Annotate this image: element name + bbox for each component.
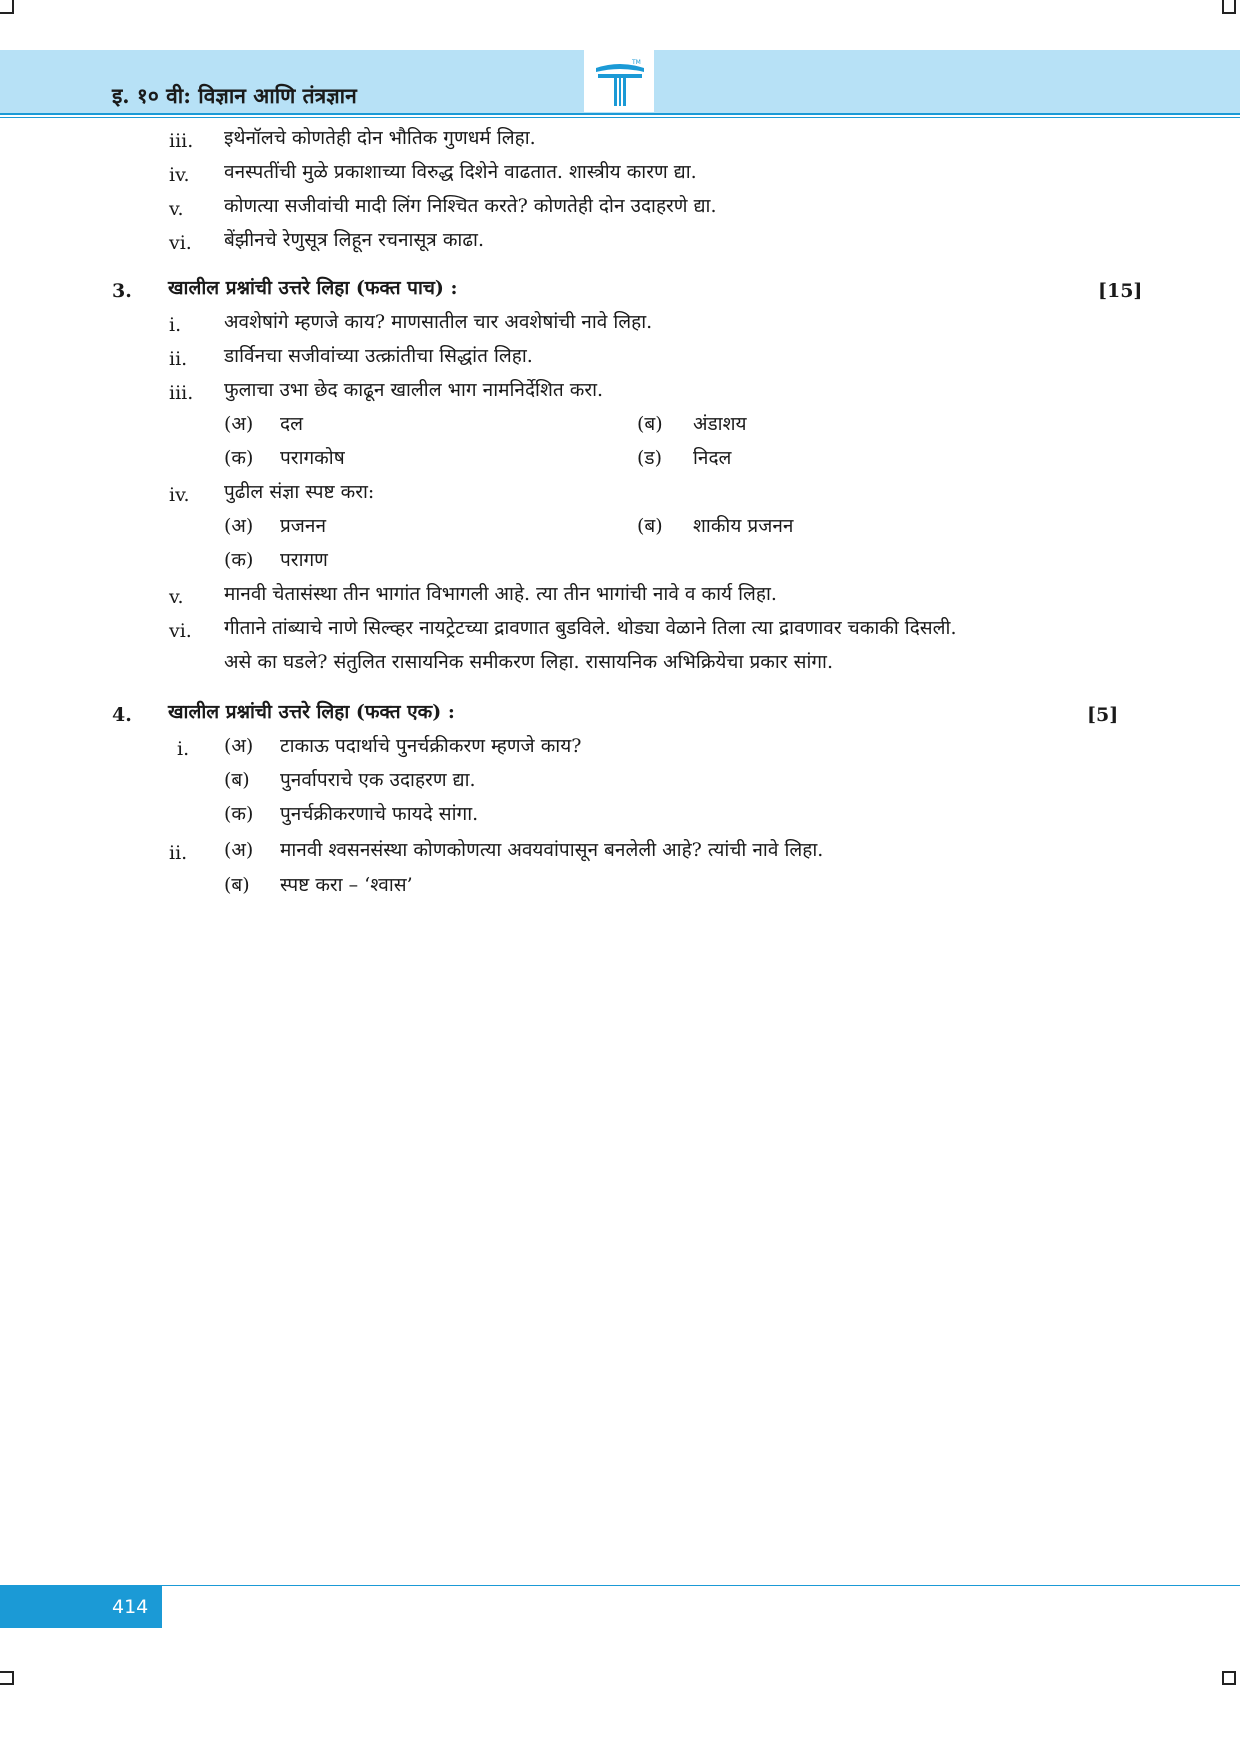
item-number: ii. (169, 842, 188, 864)
question-text: बेंझीनचे रेणुसूत्र लिहून रचनासूत्र काढा. (224, 229, 484, 251)
sub-text: परागकोष (280, 447, 345, 469)
sub-text: परागण (280, 549, 328, 571)
question-text: कोणत्या सजीवांची मादी लिंग निश्चित करते? कोणतेही दोन उदाहरणे द्या. (224, 195, 717, 217)
question-text: गीताने तांब्याचे नाणे सिल्व्हर नायट्रेटच्या द्रावणात बुडविले. थोड्या वेळाने तिला त्या द्रावणावर चकाकी दिसली. (224, 617, 957, 639)
publisher-logo (584, 50, 654, 112)
item-number: vi. (169, 620, 192, 642)
sub-label: (ब) (224, 874, 250, 896)
sub-label: (अ) (224, 413, 254, 435)
item-number: i. (169, 314, 182, 336)
page-number: 414 (112, 1596, 149, 1618)
footer-rule (0, 1585, 1240, 1586)
sub-text: अंडाशय (693, 413, 747, 435)
question-text: इथेनॉलचे कोणतेही दोन भौतिक गुणधर्म लिहा. (224, 127, 536, 149)
question-text: डार्विनचा सजीवांच्या उत्क्रांतीचा सिद्धांत लिहा. (224, 345, 533, 367)
question-text: पुढील संज्ञा स्पष्ट करा: (224, 481, 375, 503)
crop-mark-top-left (0, 0, 14, 14)
sub-text: शाकीय प्रजनन (693, 515, 794, 537)
header-rule (0, 113, 1240, 115)
item-number: v. (169, 198, 184, 220)
question-text: वनस्पतींची मुळे प्रकाशाच्या विरुद्ध दिशेने वाढतात. शास्त्रीय कारण द्या. (224, 161, 697, 183)
sub-text: दल (280, 413, 303, 435)
sub-label: (ड) (637, 447, 662, 469)
question-text-continued: असे का घडले? संतुलित रासायनिक समीकरण लिहा. रासायनिक अभिक्रियेचा प्रकार सांगा. (224, 651, 834, 673)
crop-mark-top-right (1222, 0, 1236, 14)
sub-text: पुनर्चक्रीकरणाचे फायदे सांगा. (280, 803, 479, 825)
question-heading: खालील प्रश्नांची उत्तरे लिहा (फक्त एक) : (168, 701, 455, 723)
question-heading: खालील प्रश्नांची उत्तरे लिहा (फक्त पाच) : (168, 277, 458, 299)
sub-text: निदल (693, 447, 732, 469)
sub-label: (अ) (224, 735, 254, 757)
crop-mark-bottom-right (1222, 1671, 1236, 1685)
item-number: vi. (169, 232, 192, 254)
question-marks: [15] (1098, 280, 1143, 302)
svg-text:TM: TM (632, 59, 641, 66)
sub-text: मानवी श्वसनसंस्था कोणकोणत्या अवयवांपासून बनलेली आहे? त्यांची नावे लिहा. (280, 839, 824, 861)
question-marks: [5] (1087, 704, 1119, 726)
sub-text: प्रजनन (280, 515, 326, 537)
sub-label: (ब) (637, 515, 663, 537)
sub-text: टाकाऊ पदार्थाचे पुनर्चक्रीकरण म्हणजे काय? (280, 735, 582, 757)
question-number: 4. (112, 704, 132, 726)
pillar-logo-icon (592, 58, 648, 110)
item-number: ii. (169, 348, 188, 370)
sub-label: (अ) (224, 515, 254, 537)
item-number: iii. (169, 382, 194, 404)
header-rule-thin (0, 117, 1240, 118)
sub-label: (क) (224, 447, 254, 469)
sub-text: पुनर्वापराचे एक उदाहरण द्या. (280, 769, 476, 791)
item-number: iv. (169, 484, 190, 506)
question-number: 3. (112, 280, 132, 302)
item-number: iii. (169, 130, 194, 152)
sub-label: (क) (224, 549, 254, 571)
question-text: मानवी चेतासंस्था तीन भागांत विभागली आहे. त्या तीन भागांची नावे व कार्य लिहा. (224, 583, 777, 605)
page-header-title: इ. १० वी: विज्ञान आणि तंत्रज्ञान (112, 83, 357, 108)
sub-text: स्पष्ट करा – ‘श्वास’ (280, 874, 413, 896)
question-text: फुलाचा उभा छेद काढून खालील भाग नामनिर्देशित करा. (224, 379, 604, 401)
item-number: v. (169, 586, 184, 608)
sub-label: (ब) (224, 769, 250, 791)
item-number: iv. (169, 164, 190, 186)
sub-label: (ब) (637, 413, 663, 435)
crop-mark-bottom-left (0, 1671, 14, 1685)
question-text: अवशेषांगे म्हणजे काय? माणसातील चार अवशेषांची नावे लिहा. (224, 311, 653, 333)
sub-label: (अ) (224, 839, 254, 861)
item-number: i. (177, 738, 190, 760)
sub-label: (क) (224, 803, 254, 825)
